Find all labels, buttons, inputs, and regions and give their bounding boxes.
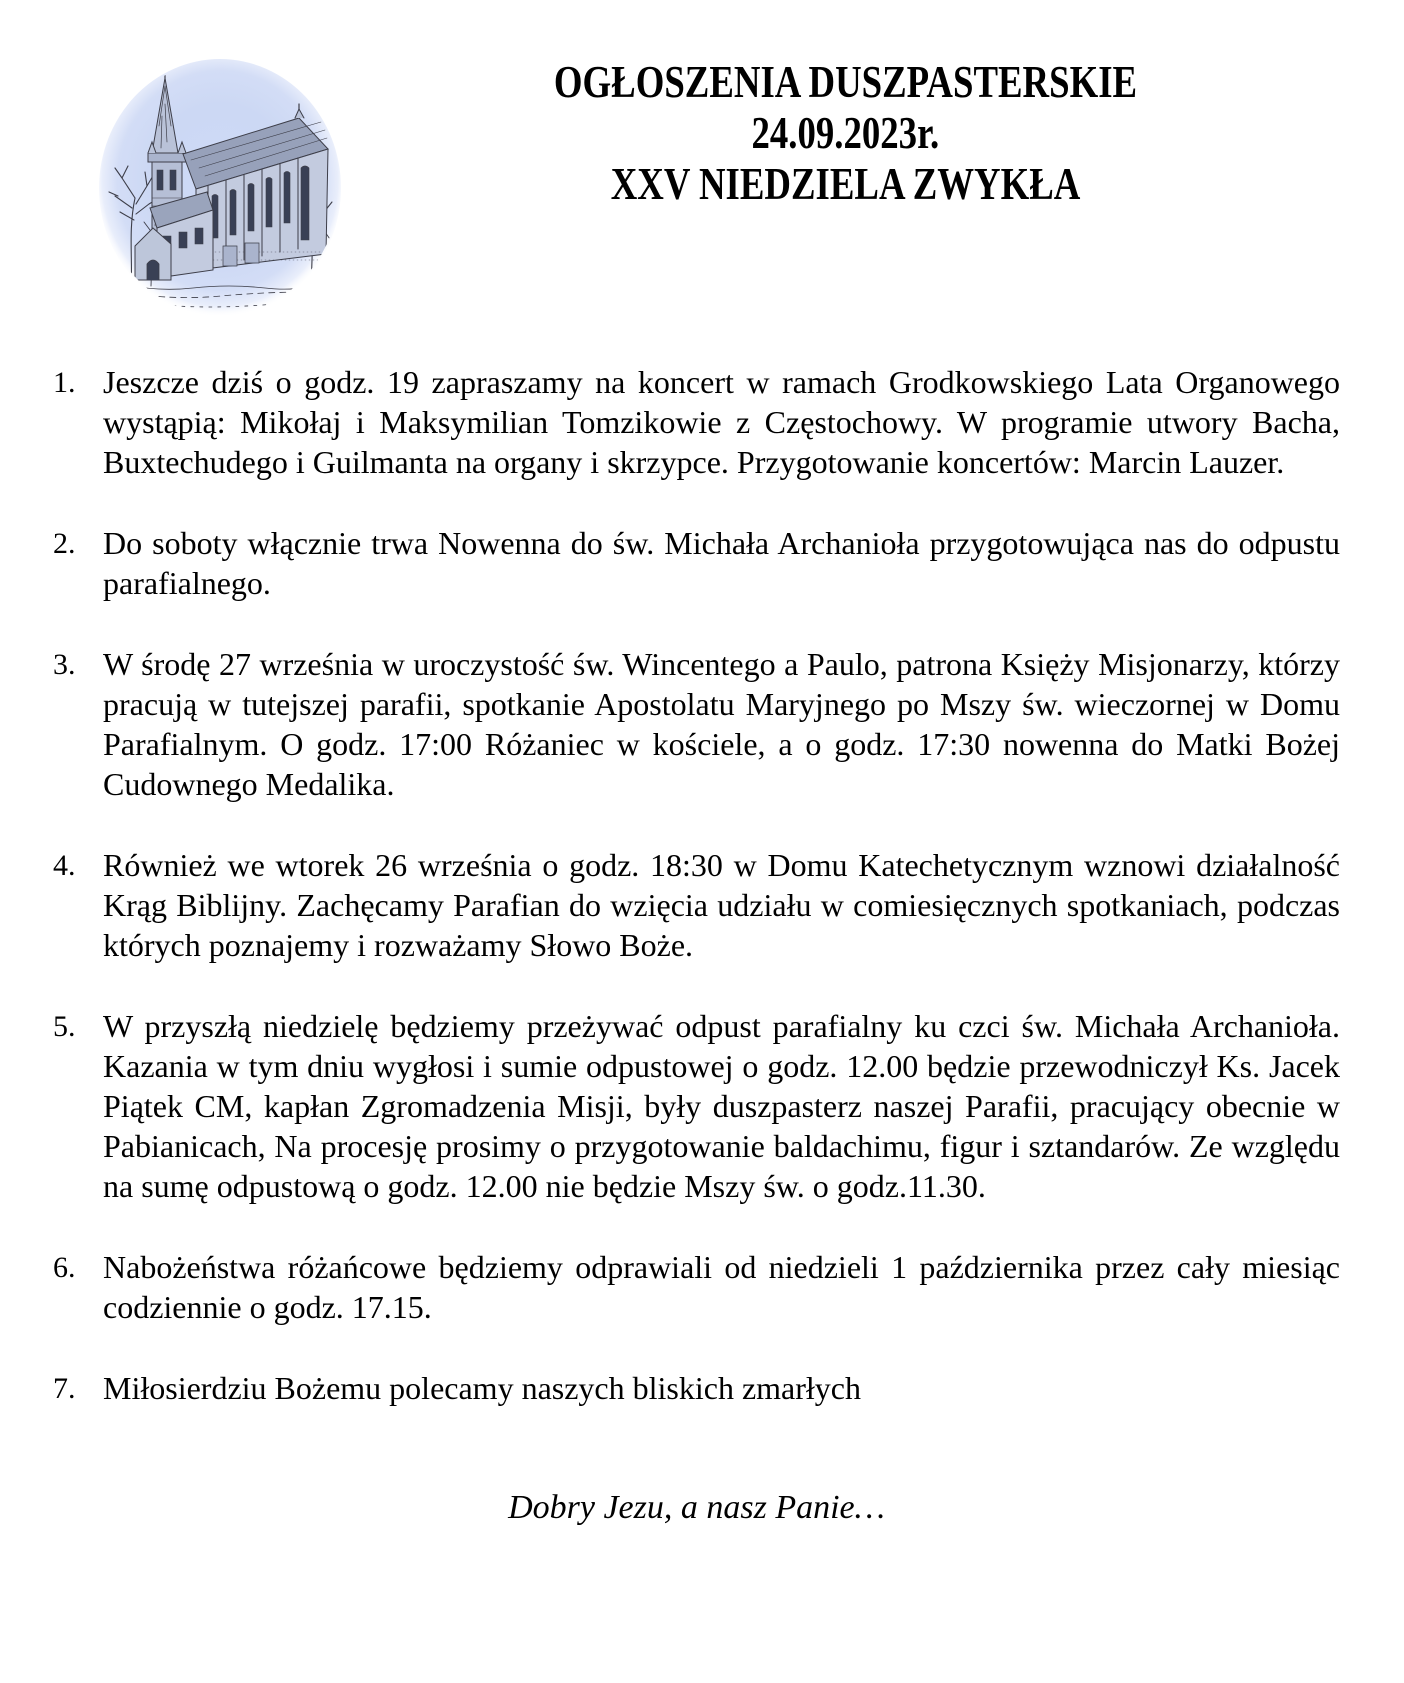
announcement-item-7 [53,1368,1340,1408]
announcement-text: W przyszłą niedzielę będziemy przeżywać odpust parafialny ku czci św. Michała Archanioła. Kazania w tym dniu wygłosi i sumie odpustowej o godz. 12.00 będzie przewodniczył Ks. Jacek Piątek CM, kapłan Zgromadzenia Misji, były duszpasterz naszej Parafii, pracujący obecnie w Pabianicach, Na procesję prosimy o przygotowanie baldachimu, figur i sztandarów. Ze względu na sumę odpustową o godz. 12.00 nie będzie Mszy św. o godz.11.30. [103,1008,1340,1204]
announcement-number: 3. [53,648,76,681]
announcement-item-1 [53,362,1340,482]
announcement-item-2 [53,523,1340,603]
announcement-number: 4. [53,849,76,882]
bulletin-date: 24.09.2023r. [751,107,940,158]
announcement-number: 7. [53,1372,76,1405]
announcement-list [53,362,1340,1528]
announcement-item-4 [53,845,1340,965]
bulletin-header [345,56,1346,209]
announcement-text: Jeszcze dziś o godz. 19 zapraszamy na koncert w ramach Grodkowskiego Lata Organowego wystąpią: Mikołaj i Maksymilian Tomzikowie z Częstochowy. W programie utwory Bacha, Buxtechudego i Guilmanta na organy i skrzypce. Przygotowanie koncertów: Marcin Lauzer. [103,364,1340,480]
announcement-item-3 [53,644,1340,804]
announcement-item-6 [53,1247,1340,1327]
page-title: OGŁOSZENIA DUSZPASTERSKIE [553,56,1138,107]
announcement-text: Do soboty włącznie trwa Nowenna do św. Michała Archanioła przygotowująca nas do odpustu parafialnego. [103,525,1340,601]
announcement-number: 5. [53,1010,76,1043]
announcement-number: 1. [53,366,76,399]
church-sketch [95,56,345,322]
announcement-text: Również we wtorek 26 września o godz. 18:30 w Domu Katechetycznym wznowi działalność Krąg Biblijny. Zachęcamy Parafian do wzięcia udziału w comiesięcznych spotkaniach, podczas których poznajemy i rozważamy Słowo Boże. [103,847,1340,963]
announcement-text: Miłosierdziu Bożemu polecamy naszych bliskich zmarłych [103,1370,861,1406]
closing-line: Dobry Jezu, a nasz Panie… [508,1489,885,1526]
bulletin-subtitle: XXV NIEDZIELA ZWYKŁA [610,158,1081,209]
announcement-text: W środę 27 września w uroczystość św. Wincentego a Paulo, patrona Księży Misjonarzy, którzy pracują w tutejszej parafii, spotkanie Apostolatu Maryjnego po Mszy św. wieczornej w Domu Parafialnym. O godz. 17:00 Różaniec w kościele, a o godz. 17:30 nowenna do Matki Bożej Cudownego Medalika. [103,646,1340,802]
announcement-text: Nabożeństwa różańcowe będziemy odprawiali od niedzieli 1 października przez cały miesiąc codziennie o godz. 17.15. [103,1249,1340,1325]
announcement-number: 6. [53,1251,76,1284]
announcement-number: 2. [53,527,76,560]
announcement-item-5 [53,1006,1340,1206]
church-image [95,56,345,322]
